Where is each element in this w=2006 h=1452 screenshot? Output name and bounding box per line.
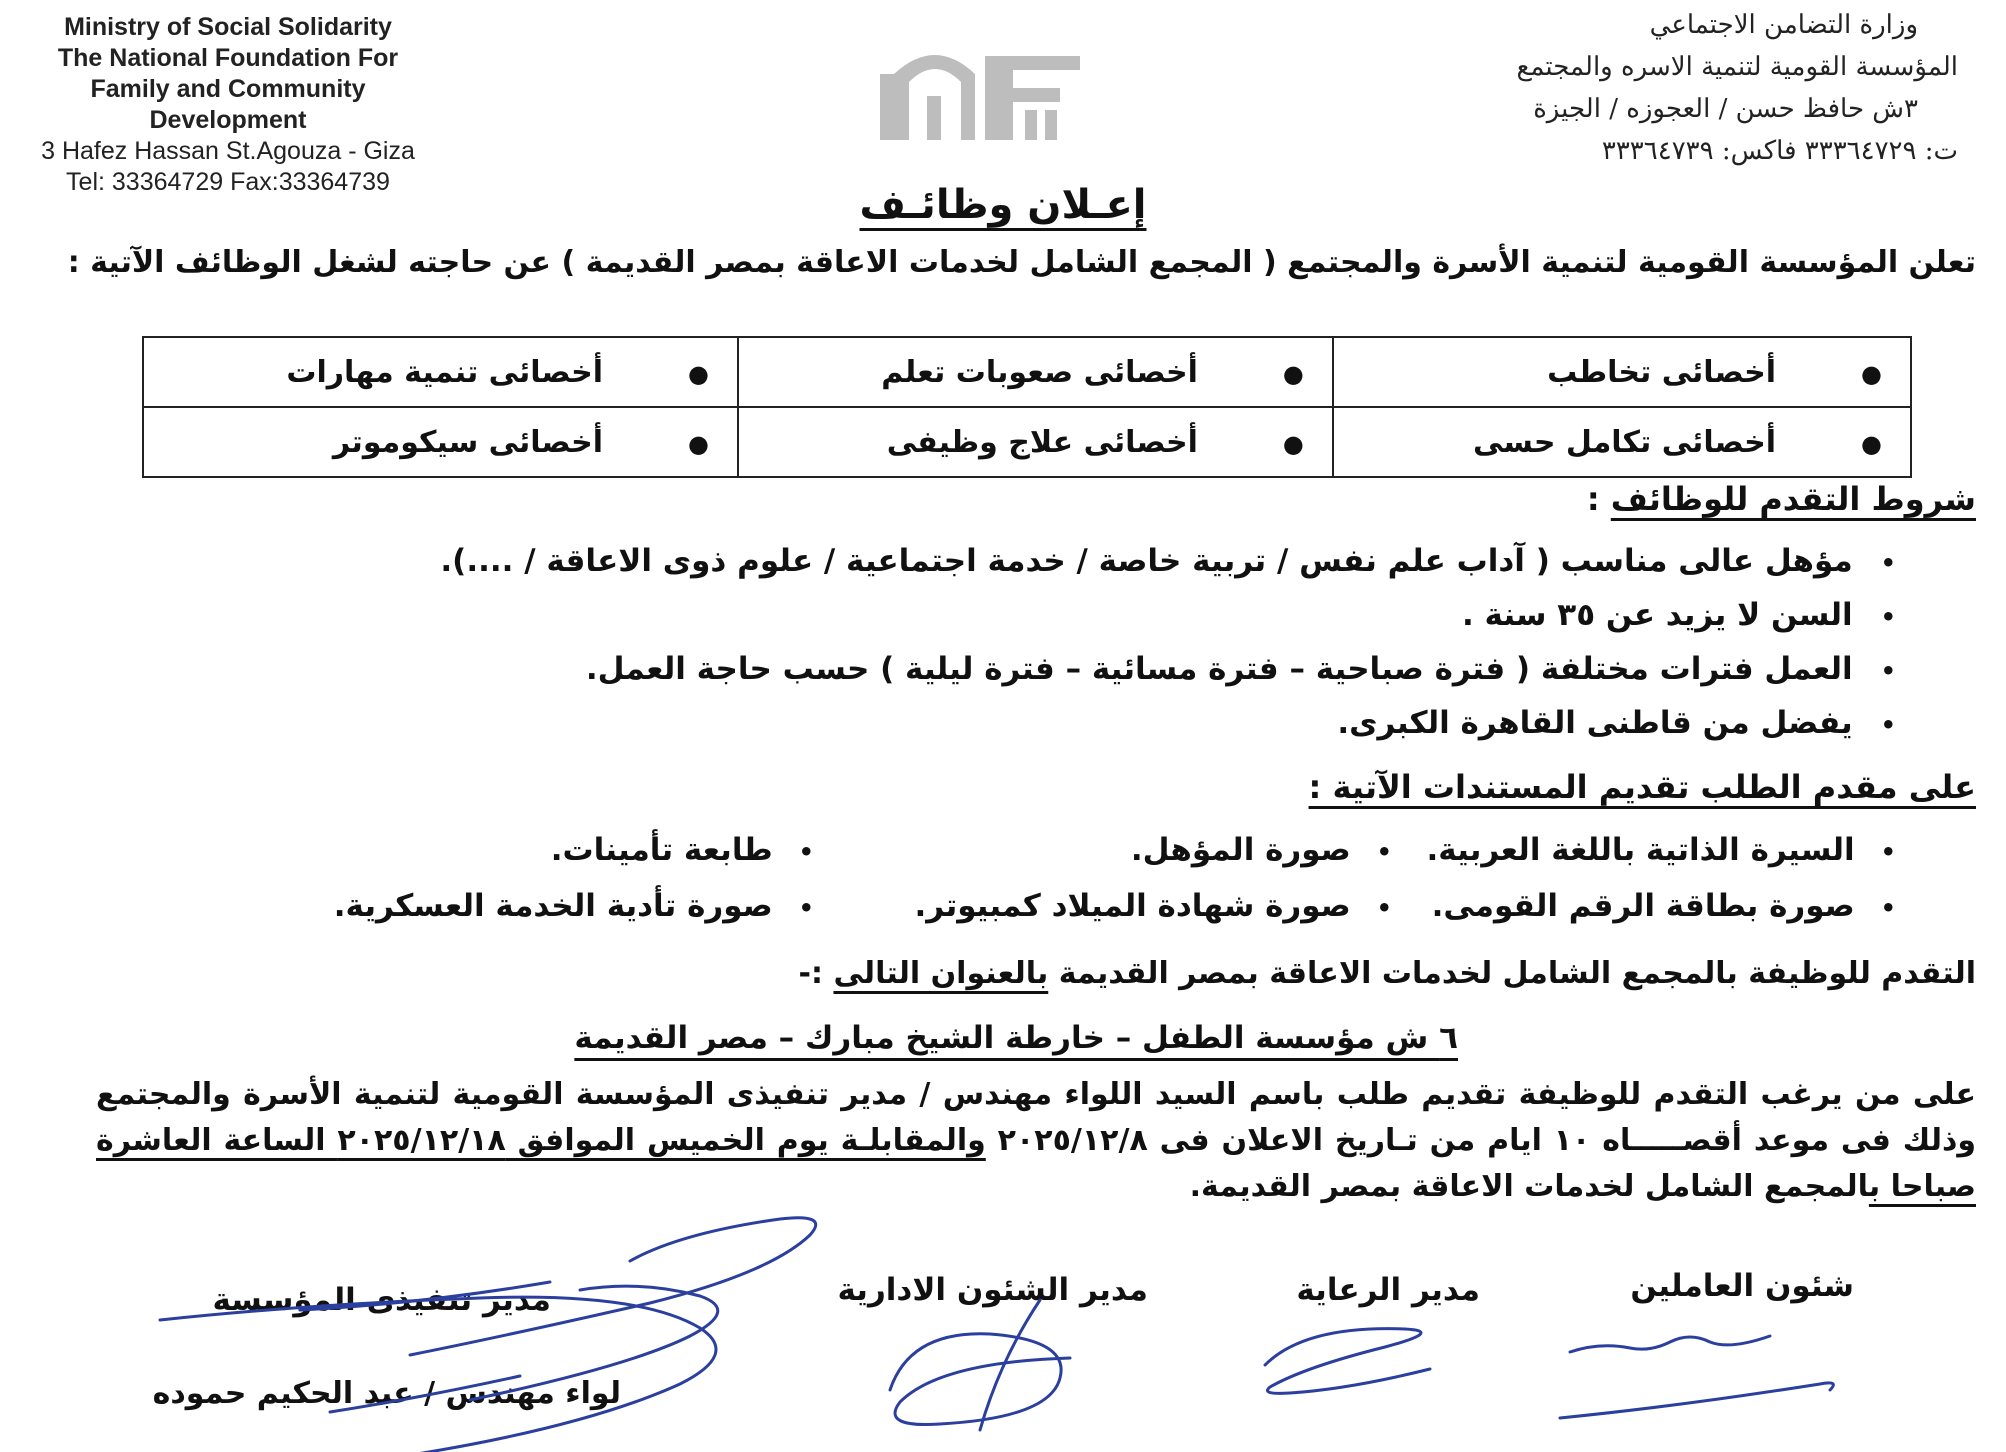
- job-cell: [738, 337, 1333, 407]
- documents-heading-text: على مقدم الطلب تقديم المستندات الآتية :: [1308, 768, 1976, 806]
- bullet: ●: [1861, 429, 1882, 458]
- list-item: • مؤهل عالى مناسب ( آداب علم نفس / تربية خاصة / خدمة اجتماعية / علوم ذوى الاعاقة / ....).: [196, 535, 1896, 589]
- conditions-heading: [1587, 480, 1976, 518]
- table-row: [143, 337, 1911, 407]
- foundation-logo: [875, 36, 1090, 146]
- job-title: أخصائى علاج وظيفى: [886, 424, 1198, 460]
- address-ar: ٣ش حافظ حسن / العجوزه / الجيزة: [1533, 94, 1918, 124]
- documents-heading: [1309, 768, 1976, 806]
- signature-title-executive: مدير تنفيذى المؤسسة: [212, 1282, 551, 1318]
- bullet: ●: [1282, 429, 1304, 458]
- signature-title-personnel: شئون العاملين: [1630, 1268, 1854, 1304]
- foundation-name-en-3: Development: [149, 106, 307, 134]
- conditions-heading-suffix: :: [1586, 480, 1611, 518]
- bullet: ●: [688, 359, 709, 388]
- job-cell: [1333, 337, 1911, 407]
- paragraph-part2: المجمع الشامل لخدمات الاعاقة بمصر القديمة.: [1189, 1169, 1869, 1204]
- job-title: أخصائى تكامل حسى: [1472, 424, 1777, 460]
- bullet: ●: [1282, 359, 1304, 388]
- foundation-name-ar: المؤسسة القومية لتنمية الاسره والمجتمع: [1516, 52, 1958, 82]
- ministry-name-en: Ministry of Social Solidarity: [64, 13, 392, 41]
- job-title: أخصائى صعوبات تعلم: [881, 354, 1198, 390]
- document-item: • طابعة تأمينات.: [551, 832, 814, 868]
- address-en: 3 Hafez Hassan St.Agouza - Giza: [41, 137, 415, 165]
- application-paragraph: [96, 1072, 1976, 1210]
- header-english: [18, 12, 438, 198]
- job-cell: [143, 337, 738, 407]
- conditions-heading-text: شروط التقدم للوظائف: [1610, 480, 1976, 518]
- apply-address: ٦ ش مؤسسة الطفل – خارطة الشيخ مبارك – مصر القديمة: [574, 1020, 1458, 1056]
- signature-title-admin: مدير الشئون الادارية: [837, 1272, 1148, 1308]
- header-arabic: [1358, 4, 1958, 172]
- list-item: • السن لا يزيد عن ٣٥ سنة .: [196, 589, 1896, 643]
- document-item: • السيرة الذاتية باللغة العربية.: [1427, 832, 1896, 868]
- conditions-list: [196, 535, 1896, 751]
- contact-ar: ت: ٣٣٣٦٤٧٢٩ فاكس: ٣٣٣٦٤٧٣٩: [1601, 136, 1958, 166]
- job-cell: [738, 407, 1333, 477]
- contact-en: Tel: 33364729 Fax:33364739: [66, 168, 390, 196]
- paragraph-underlined: والمقابلـة يوم الخميس الموافق ٢٠٢٥/١٢/١٨ الساعة العاشرة صباحا ب: [96, 1123, 1976, 1204]
- job-cell: [143, 407, 738, 477]
- list-item: • يفضل من قاطنى القاهرة الكبرى.: [196, 697, 1896, 751]
- jobs-table: [142, 336, 1912, 478]
- job-title: أخصائى تخاطب: [1547, 354, 1777, 390]
- signature-title-care: مدير الرعاية: [1296, 1272, 1480, 1308]
- document-item: • صورة بطاقة الرقم القومى.: [1432, 888, 1896, 924]
- paragraph-part1: على من يرغب التقدم للوظيفة تقديم طلب باسم السيد اللواء مهندس / مدير تنفيذى المؤسسة القومية لتنمية الأسرة والمجتمع وذلك فى موعد أقصـــــاه ١٠ ايام من تـاريخ الاعلان فى ٢٠٢٥/١٢/٨: [96, 1077, 1976, 1158]
- table-row: [143, 407, 1911, 477]
- apply-line: [799, 956, 1976, 991]
- job-cell: [1333, 407, 1911, 477]
- job-title: أخصائى تنمية مهارات: [286, 354, 603, 390]
- executive-name: لواء مهندس / عبد الحكيم حموده: [152, 1376, 621, 1411]
- bullet: ●: [688, 429, 709, 458]
- apply-text: التقدم للوظيفة بالمجمع الشامل لخدمات الاعاقة بمصر القديمة: [1048, 956, 1976, 991]
- job-title: أخصائى سيكوموتر: [332, 424, 603, 460]
- list-item: • العمل فترات مختلفة ( فترة صباحية – فترة مسائية – فترة ليلية ) حسب حاجة العمل.: [196, 643, 1896, 697]
- intro-text: تعلن المؤسسة القومية لتنمية الأسرة والمجتمع ( المجمع الشامل لخدمات الاعاقة بمصر القديمة ) عن حاجته لشغل الوظائف الآتية :: [67, 245, 1976, 280]
- document-item: • صورة المؤهل.: [1131, 832, 1392, 868]
- apply-suffix: :-: [798, 956, 834, 991]
- bullet: ●: [1861, 359, 1882, 388]
- ministry-name-ar: وزارة التضامن الاجتماعي: [1649, 10, 1918, 40]
- foundation-name-en-1: The National Foundation For: [57, 44, 399, 72]
- page-title: إعـلان وظائـف: [859, 182, 1147, 228]
- foundation-name-en-2: Family and Community: [90, 75, 366, 103]
- apply-underlined: بالعنوان التالى: [833, 956, 1049, 991]
- document-item: • صورة تأدية الخدمة العسكرية.: [334, 888, 814, 924]
- document-item: • صورة شهادة الميلاد كمبيوتر.: [915, 888, 1392, 924]
